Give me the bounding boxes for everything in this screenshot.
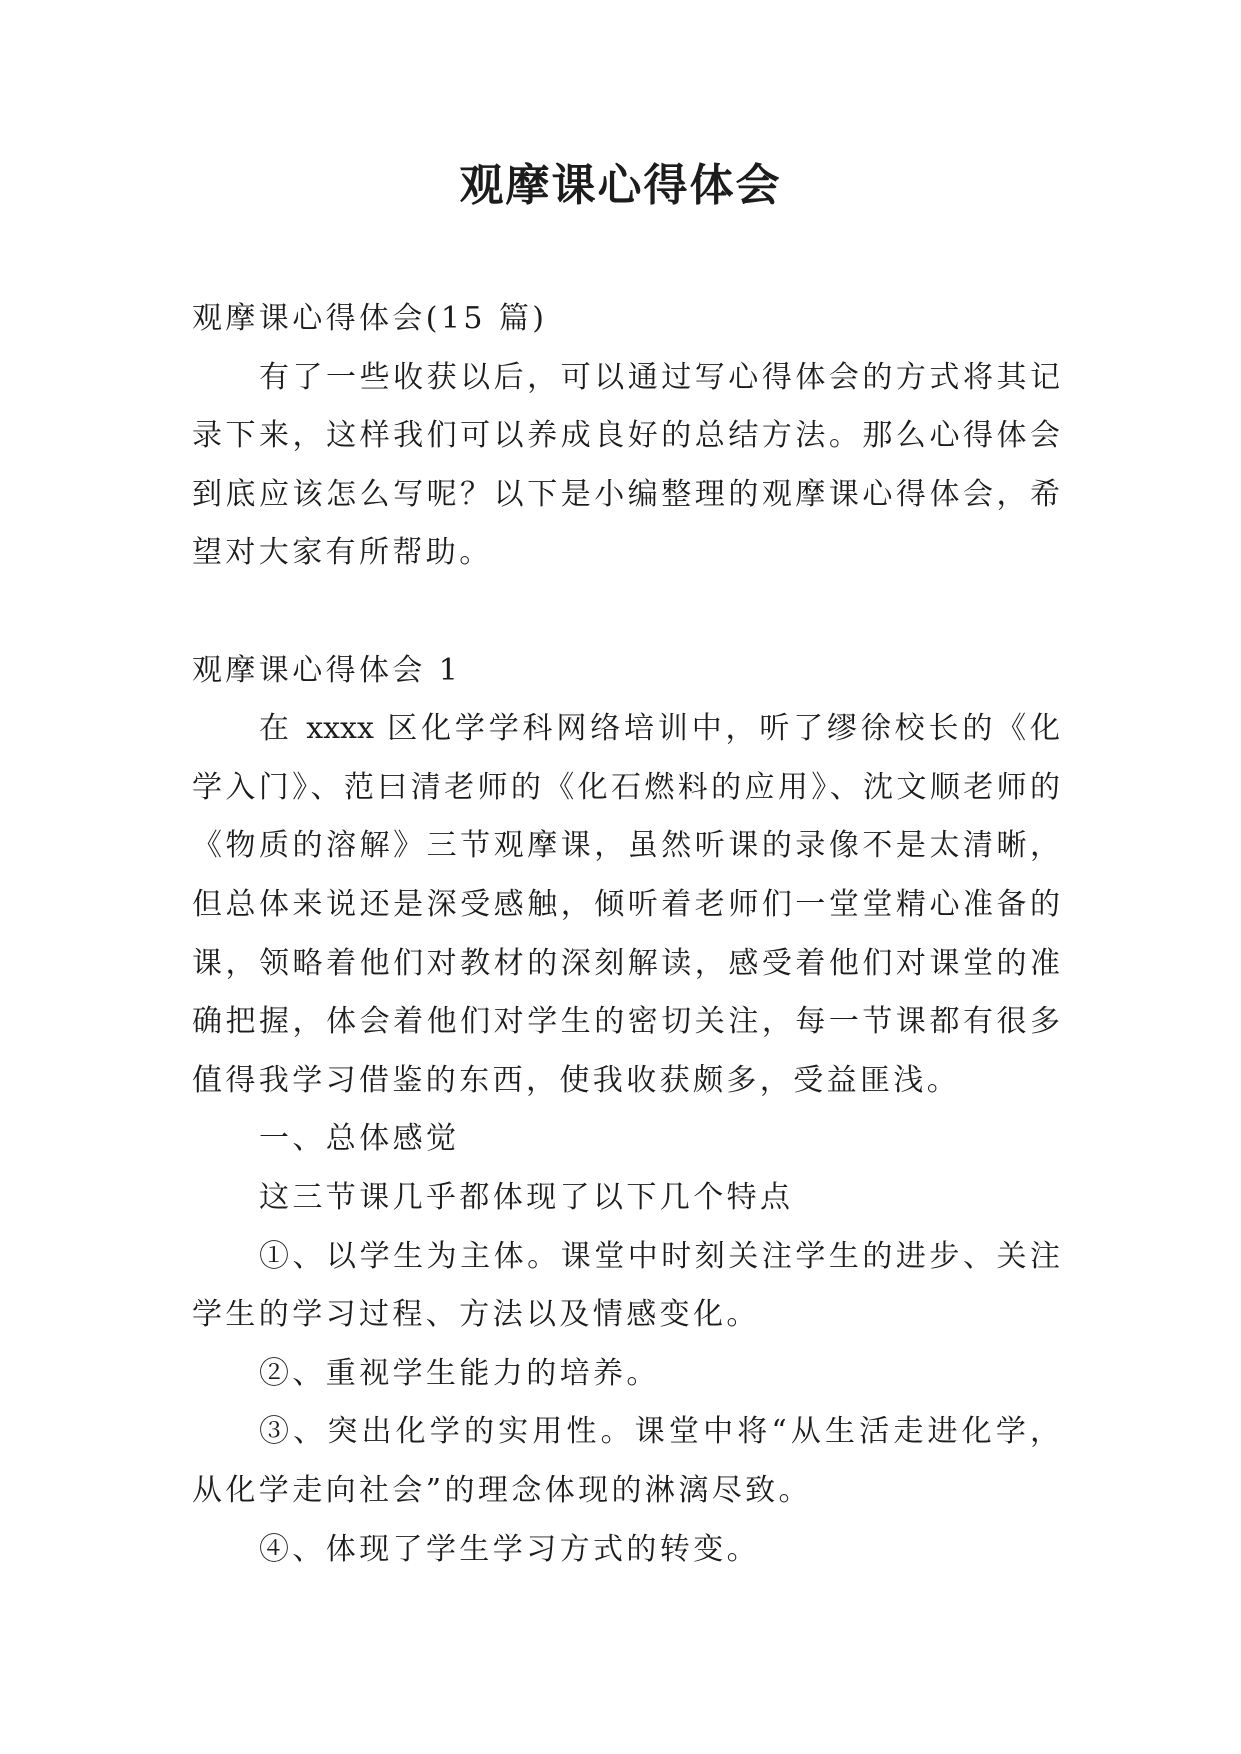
paragraph-line: 课，领略着他们对教材的深刻解读，感受着他们对课堂的准 [192,946,1060,981]
paragraph-line: 但总体来说还是深受感触，倾听着老师们一堂堂精心准备的 [192,887,1060,922]
document-subtitle: 观摩课心得体会(15 篇) [192,301,548,336]
paragraph-line: 录下来，这样我们可以养成良好的总结方法。那么心得体会 [192,418,1060,453]
document-title: 观摩课心得体会 [459,160,782,211]
paragraph-line: 值得我学习借鉴的东西，使我收获颇多，受益匪浅。 [192,1063,961,1098]
paragraph-line: 望对大家有所帮助。 [192,535,493,570]
section-heading: 观摩课心得体会 1 [192,653,462,688]
paragraph-line: 在 xxxx 区化学学科网络培训中，听了缪徐校长的《化 [259,711,1060,746]
point-line: ③、突出化学的实用性。课堂中将“从生活走进化学， [259,1414,1060,1449]
paragraph-line: 《物质的溶解》三节观摩课，虽然听课的录像不是太清晰， [192,828,1060,863]
point-line: ①、以学生为主体。课堂中时刻关注学生的进步、关注 [259,1239,1060,1274]
paragraph-line: 学入门》、范曰清老师的《化石燃料的应用》、沈文顺老师的 [192,770,1060,805]
subheading: 一、总体感觉 [259,1121,460,1156]
point-line: 学生的学习过程、方法以及情感变化。 [192,1297,760,1332]
point-line: ④、体现了学生学习方式的转变。 [259,1532,760,1567]
paragraph-line: 到底应该怎么写呢？以下是小编整理的观摩课心得体会，希 [192,477,1060,512]
lead-line: 这三节课几乎都体现了以下几个特点 [259,1180,794,1215]
paragraph-line: 确把握，体会着他们对学生的密切关注，每一节课都有很多 [192,1004,1060,1039]
paragraph-line: 有了一些收获以后，可以通过写心得体会的方式将其记 [259,360,1060,395]
point-line: 从化学走向社会”的理念体现的淋漓尽致。 [192,1473,812,1508]
point-line: ②、重视学生能力的培养。 [259,1356,660,1391]
